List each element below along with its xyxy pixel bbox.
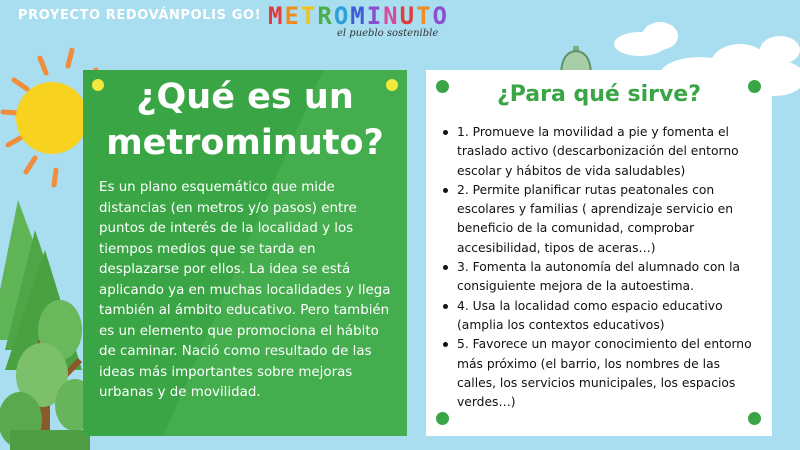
title-line-1: ¿Qué es un	[136, 77, 354, 117]
list-item: 2. Permite planificar rutas peatonales con escolares y familias ( aprendizaje servicio en beneficio de la comunidad, comprobar accesibilidad, tipos de aceras…)	[440, 181, 756, 258]
list-item: 4. Usa la localidad como espacio educativo (amplia los contextos educativos)	[440, 297, 756, 336]
tree-icon	[0, 200, 95, 450]
what-is-card	[83, 70, 407, 436]
logo-letter: E	[284, 2, 301, 30]
logo-letter: T	[300, 2, 318, 30]
list-item: 1. Promueve la movilidad a pie y fomenta el traslado activo (descarbonización del entorno escolar y hábitos de vida saludables)	[440, 123, 756, 181]
logo-subtitle: el pueblo sostenible	[337, 28, 439, 39]
logo-letter: N	[383, 2, 400, 30]
project-title: PROYECTO REDOVÁNPOLIS GO!	[18, 8, 262, 23]
card-title: ¿Para qué sirve?	[497, 82, 701, 107]
purpose-card	[426, 70, 772, 436]
list-item: 3. Fomenta la autonomía del alumnado con la consiguiente mejora de la autoestima.	[440, 258, 756, 297]
card-title	[83, 74, 407, 166]
logo-letter: O	[333, 2, 351, 30]
logo-letter: O	[432, 2, 449, 30]
logo-letter: I	[366, 2, 384, 30]
purpose-list	[440, 123, 756, 412]
logo-letter: M	[268, 2, 285, 30]
logo-letter: M	[350, 2, 367, 30]
card-description: Es un plano esquemático que mide distancias (en metros y/o pasos) entre puntos de interés de la localidad y los tiempos medios que se tarda en desplazarse por ellos. La idea se está aplicando ya en muchas localidades y llega también al ámbito educativo. Pero también es un elemento que promociona el hábito de caminar. Nació como resultado de las ideas más importantes sobre mejoras urbanas y de movilidad.	[99, 180, 391, 400]
logo-letter: T	[416, 2, 433, 30]
corner-dot	[748, 412, 761, 425]
list-item: 5. Favorece un mayor conocimiento del entorno más próximo (el barrio, los nombres de las calles, los servicios municipales, los espacios verdes…)	[440, 335, 756, 412]
logo-letter: U	[399, 2, 417, 30]
logo-letter: R	[317, 2, 334, 30]
title-line-2: metrominuto?	[106, 123, 384, 163]
corner-dot	[436, 412, 449, 425]
metrominuto-logo	[268, 2, 449, 30]
